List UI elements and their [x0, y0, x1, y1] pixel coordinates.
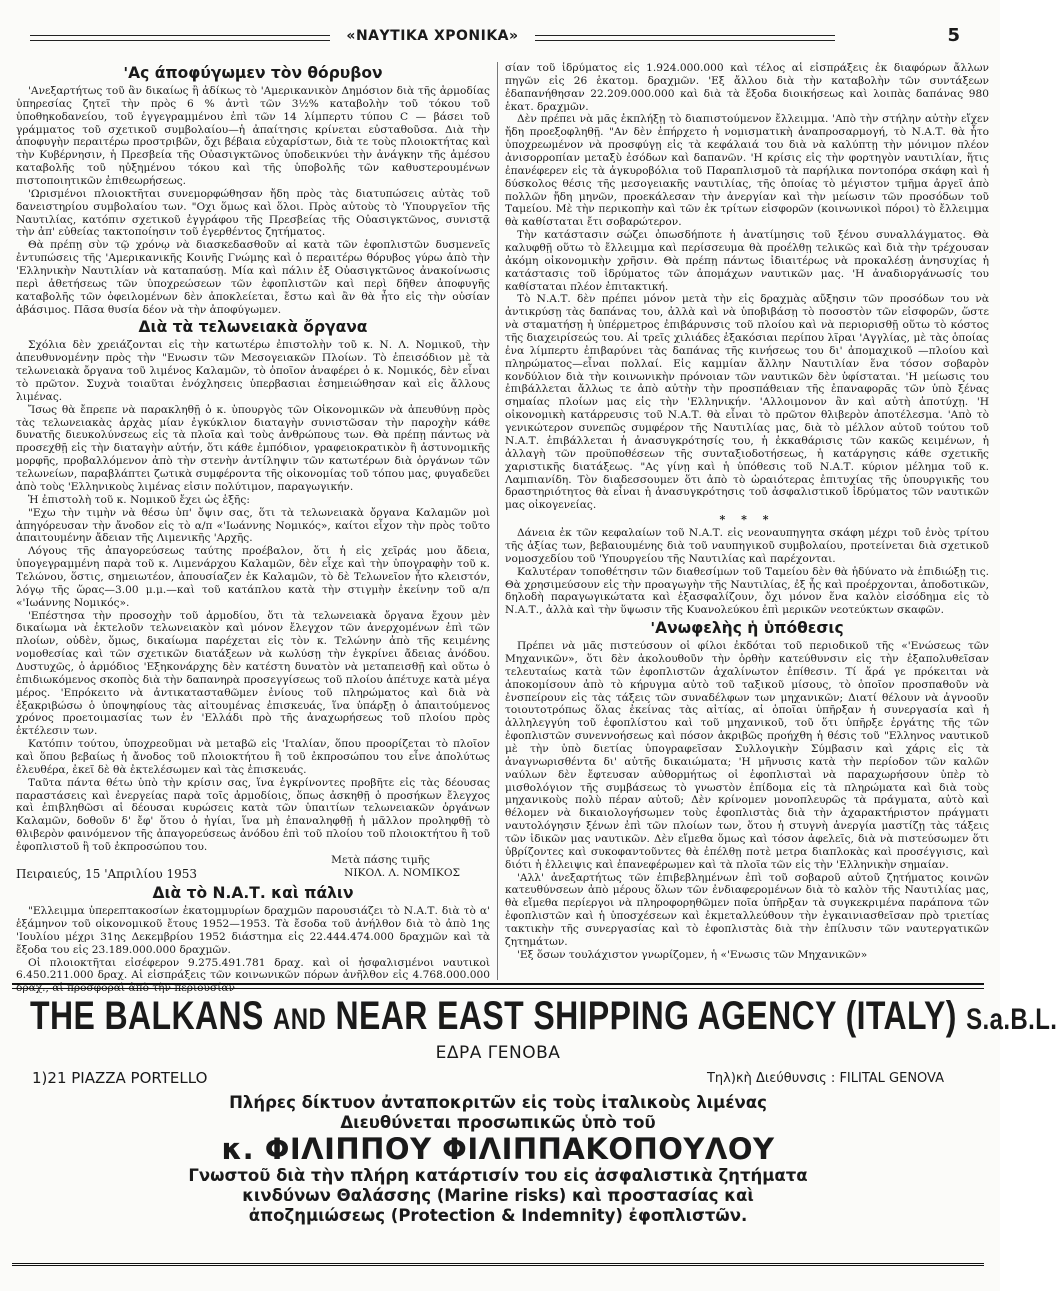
article-paragraph: "Ελλειμμα ὑπερεπτακοσίων ἑκατομμυρίων δραχμῶν παρουσιάζει τὸ Ν.Α.Τ. διὰ τὸ α' ἑξάμηνον τοῦ οἰκονομικοῦ ἔτους 1952—1953. Τὰ ἔσοδα τοῦ ἀνήλθον διὰ τὸ ἀπὸ 1ης 'Ιουλίου μέχρι 31ης Δεκεμβρίου 1952 διάστημα εἰς 22.444.474.000 δραχμῶν καὶ τὰ ἔξοδα του εἰς 23.189.000.000 δραχμῶν. — [16, 905, 490, 956]
article-paragraph: σίαν τοῦ ἱδρύματος εἰς 1.924.000.000 καὶ τέλος αἱ εἰσπράξεις ἐκ διαφόρων ἄλλων πηγῶν εἰς 26 ἑκατομ. δραχμῶν. 'Εξ ἄλλου διὰ τὴν καταβολὴν τῶν συντάξεων ἐδαπανήθησαν 22.209.000.000 καὶ διὰ τὰ ἔξοδα διοικήσεως καὶ λοιπὰς δαπάνας 980 ἑκατ. δραχμῶν. — [505, 62, 989, 113]
ad-expertise-line: κινδύνων Θαλάσσης (Marine risks) καὶ προστασίας καὶ — [242, 1186, 754, 1205]
article-paragraph: Τὴν κατάστασιν σώζει ὁπωσδήποτε ἡ ἀνατίμησις τοῦ ξένου συναλλάγματος. Θὰ καλυφθῇ οὕτω τὸ ἔλλειμμα καὶ περίσσευμα θὰ προέλθῃ τελικῶς καὶ διὰ τὴν τρέχουσαν ἀκόμη οἰκονομικὴν χρῆσιν. Θὰ πρέπῃ πάντως ἰδιαιτέρως νὰ προκαλέσῃ ἀνησυχίας ἡ κατάστασις τοῦ ἱδρύματος τῶν ἀπομάχων ναυτικῶν μας. 'Η ἀναδιοργάνωσίς του καθίσταται πλέον ἐπιτακτική. — [505, 229, 989, 293]
ad-network-line: Πλήρες δίκτυον ἀνταποκριτῶν εἰς τοὺς ἰταλικοὺς λιμένας — [229, 1093, 767, 1112]
article-heading-useless-affair: 'Ανωφελὴς ἡ ὑπόθεσις — [650, 619, 844, 638]
ad-expertise-line: ἀποζημιώσεως (Protection & Indemnity) ἐφοπλιστῶν. — [248, 1206, 748, 1225]
article-heading-nat-again: Διὰ τὸ Ν.Α.Τ. καὶ πάλιν — [152, 884, 354, 903]
ad-seat: ΕΔΡΑ ΓΕΝΟΒΑ — [435, 1043, 561, 1063]
ad-company-name — [30, 993, 1057, 1043]
section-separator-stars: * * * — [719, 513, 775, 527]
signature-closing: Μετὰ πάσης τιμῆς — [331, 853, 430, 866]
article-paragraph: Σχόλια δὲν χρειάζονται εἰς τὴν κατωτέρω ἐπιστολὴν τοῦ κ. Ν. Λ. Νομικοῦ, τὴν ἀπευθυνομένην πρὸς τὴν "Ενωσιν τῶν Μεσογειακῶν Πλοίων. Τὸ ἐπεισόδιον μὲ τὰ τελωνειακὰ ὄργανα τοῦ λιμένος Καλαμῶν, τὸ ὁποῖον ἀναφέρει ὁ κ. Νομικός, δὲν εἶναι τὸ πρῶτον. Συχνὰ τοιαῦται ἐνόχλησεις ὑπερβασιαι ἐσημειώθησαν καὶ εἰς ἄλλους λιμένας. — [16, 339, 490, 403]
article-heading-customs-officials: Διὰ τὰ τελωνειακὰ ὄργανα — [138, 318, 368, 337]
header-rule-left — [30, 35, 330, 41]
ad-title-part-a: THE BALKANS — [30, 994, 264, 1038]
article-paragraph: 'Εξ ὅσων τουλάχιστον γνωρίζομεν, ἡ «'Ενωσις τῶν Μηχανικῶν» — [517, 948, 868, 961]
letter-paragraph: 'Επέστησα τὴν προσοχὴν τοῦ ἁρμοδίου, ὅτι τὰ τελωνειακὰ ὄργανα ἔχουν μὲν δικαίωμα νὰ ἐκτελοῦν τελωνειακὸν καὶ μόνον ἔλεγχον τῶν ἀνερχομένων ἐπὶ τῶν πλοίων, οὐδὲν, ὅμως, δικαίωμα παρέχεται εἰς τὸν κ. Τελώνην ἀπὸ τῆς κειμένης νομοθεσίας καὶ τῶν σχετικῶν διατάξεων νὰ κωλύσῃ τὴν ἐγκρίνει ἄδειας ἀνόδου. Δυστυχῶς, ὁ ἁρμόδιος 'Εξηκονάρχης δὲν κατέστη δυνατὸν νὰ μεταπεισθῇ καὶ οὕτω ὁ ἐπιδιωκόμενος σκοπὸς διὰ τὴν δαπανηρὰ προσεγγίσεως τοῦ πλοίου ἀπέτυχε κατὰ μέγα μέρος. 'Επρόκειτο νὰ ἀντικατασταθῶμεν ἐνίους τοῦ πληρώματος καὶ διὰ νὰ ἐξακριβώσω ὁ ὑποψηφίους τὰς αἰτουμένας ἐπισκευάς, ἵνα ὑπάρξῃ ὁ ἀπαιτούμενος χρόνος προετοιμασίας των ἐν 'Ελλάδι πρὸ τῆς ἀναχωρήσεως τοῦ πλοίου πρὸς ἐκτέλεσιν των. — [16, 609, 490, 738]
article-paragraph: Καλυτέραν τοποθέτησιν τῶν διαθεσίμων τοῦ Ταμείου δὲν θὰ ἠδύνατο νὰ ἐπιδιώξῃ τις. Θὰ χρησιμεύσουν εἰς τὴν προαγωγὴν τῆς Ναυτιλίας, ἐξ ἧς καὶ προέρχονται, ἀποδοτικῶν, δηλοδὴ παραγωγικώτατα καὶ ἐξασφαλίζουν, ὄχι μόνον ἕνα καλὸν εἰσόδημα εἰς τὸ Ν.Α.Τ., ἀλλὰ καὶ τὴν ὕψωσιν τῆς Κυανολεύκου ἐπὶ μερικῶν νεοτεύκτων σκαφῶν. — [505, 565, 989, 617]
article-paragraph: Πρέπει νὰ μᾶς πιστεύσουν οἱ φίλοι ἐκδόται τοῦ περιοδικοῦ τῆς «'Ενώσεως τῶν Μηχανικῶν», ὅτι δὲν ἀκολουθοῦν τὴν ὀρθὴν κατεύθυνσιν εἰς τὴν ἐξαπολυθεῖσαν τελευταίως κατὰ τῶν ἐφοπλιστῶν ἀχαλίνωτον ἐπίθεσιν. Τί ἄρά γε πρόκειται νὰ ἀποκομίσουν ἀπὸ τὸ κήρυγμα αὐτὸ τοῦ ταξικοῦ μίσους, τὸ ὁποῖον προσπαθοῦν νὰ ἐνσπείρουν εἰς τὰς τάξεις τῶν συναδέλφων των μηχανικῶν; Διατί θέλουν νὰ ἀγνοοῦν τοιουτοτρόπως ὅλας ἐκείνας τὰς αἰτίας, αἱ ὁποῖαι ὑπῆρξαν ἡ συνεργασία καὶ ἡ ἀλληλεγγύη τοῦ ἐφοπλίστου καὶ τοῦ μηχανικοῦ, τοῦ ὅτι ὑπῆρξε ἐργάτης τῆς τῶν ἐφοπλιστῶν συνεννοήσεως καὶ πόσον ἀκριβῶς προήχθη ἡ θέσις τοῦ "Ελληνος ναυτικοῦ μὲ τὴν ὑπὸ διετίας ὑπογραφεῖσαν Συλλογικὴν Σύμβασιν καὶ χάρις εἰς τὰ ἀναγνωρισθέντα δι' αὐτῆς δικαιώματα; 'Η μῆνυσις κατὰ τὴν περίοδον τῶν καλῶν ναύλων δὲν ἔφτευσαν αὐθορμήτως οἱ ἐφοπλισταὶ νὰ παραχωρήσουν ὑπὲρ τὸ μισθολόγιον τῆς συμβάσεως τὸ γνωστὸν ἐπίδομα εἰς τὰ πληρώματα καὶ διὰ τοὺς μηχανικοὺς πολὺ πέραν αὐτοῦ; Δὲν κρίνομεν μονοπλευρῶς τὰ πράγματα, αὐτὸ καὶ θέλομεν νὰ δικαιολογήσωμεν τοὺς ἐφοπλιστὰς διὰ τὴν ἀχαρακτήριστον πράγματι ναυτολόγησιν ξένων ἐπὶ τῶν πλοίων των, ὅτου ἡ στυγνὴ ἀνεργία μαστίζῃ τὰς τάξεις τῶν ἰδικῶν μας ναυτικῶν. Δὲν εἴμεθα ὅμως καὶ τόσον ἀφελεῖς, διὰ νὰ πιστεύσωμεν ὅτι ὑβρίζοντες καὶ συκοφαντοῦντες θὰ ἐπέλθῃ ποτὲ μετρα διαπλοκὰς καὶ προσέγγισις, καὶ διότι ἡ ἐλλειψις καὶ ἐπανεφέρωμεν καὶ τὰ πλοῖα τῶν εἰς τὴν 'Ελληνικὴν σημαίαν. — [505, 640, 989, 871]
ad-director-name: κ. ΦΙΛΙΠΠΟΥ ΦΙΛΙΠΠΑΚΟΠΟΥΛΟΥ — [221, 1132, 775, 1166]
signature-date: Πειραιεύς, 15 'Απριλίου 1953 — [16, 867, 197, 882]
left-column — [16, 62, 490, 995]
article-paragraph: Οἱ πλοιοκτῆται εἰσέφερον 9.275.491.781 δραχ. καὶ οἱ ἠσφαλισμένοι ναυτικοὶ 6.450.211.000 δραχ. Αἱ εἰσπράξεις τῶν κοινωνικῶν πόρων ἀνῆλθον εἰς 4.768.000.000 δραχ., αἱ προσφοραὶ ἀπὸ τὴν περιουσίαν — [16, 956, 490, 995]
ad-directed-by-line: Διευθύνεται προσωπικῶς ὑπὸ τοῦ — [340, 1113, 656, 1132]
article-paragraph: 'Ανεξαρτήτως τοῦ ἂν δικαίως ἢ ἀδίκως τὸ 'Αμερικανικὸν Δημόσιον διὰ τῆς ἁρμοδίας ὑπηρεσίας ζητεῖ τὴν πρὸς 6 % ἀντὶ τῶν 3½% καταβολὴν τοῦ τόκου τοῦ ὑποθηκοδανείου, τοῦ ἐγγεγραμμένου ἐπὶ τῶν 14 λίμπερτυ τύπου C — βάσει τοῦ γράμματος τοῦ σχετικοῦ συμβολαίου—ἡ ἀπαίτησις κρίνεται εὐσταθοῦσα. Διὰ τὴν ἀποφυγὴν περαιτέρω προστριβῶν, ὄχι βέβαια εὐχαρίστων, διὰ τε τοὺς πλοιοκτήτας καὶ τὴν Κυβέρνησιν, ἡ Πρεσβεία τῆς Οὐασιγκτῶνος ὑποδεικνύει τὴν ἀνάγκην τῆς ἀμέσου καταβολῆς τοῦ ηὐξημένου τόκου καὶ τῆς ὑποβολῆς τῶν καθυστερουμένων πιστοποιητικῶν ἐπιθεωρήσεως. — [16, 85, 490, 188]
ad-address: 1)21 PIAZZA PORTELLO — [32, 1069, 208, 1087]
article-paragraph: Τὸ Ν.Α.Τ. δὲν πρέπει μόνον μετὰ τὴν εἰς δραχμὰς αὔξησιν τῶν προσόδων του νὰ ἀντικρύσῃ τὰς δαπάνας του, ἀλλὰ καὶ νὰ ὑποβιβάσῃ τὸ ποσοστὸν τῶν εἰσφορῶν, ὥστε νὰ σταματήσῃ ἡ ὑπέρμετρος ἐπιβάρυνσις τοῦ πλοίου καὶ νὰ περιορισθῇ οὕτω τὸ κόστος τῆς διαχειρίσεώς του. Αἱ τρεῖς χιλιάδες ἑξακόσιαι περίπου λῖραι 'Αγγλίας, μὲ τὰς ὁποίας ἐνα λίμπερτυ ἐπιβαρύνει τὰς δαπάνας τῆς κινήσεως του δι' ἀπομαχικοῦ —πλοίου καὶ πληρώματος—εἶναι πολλαί. Εἰς καμμίαν ἄλλην Ναυτιλίαν ἕνα τόσον σοβαρὸν κονδύλιον διὰ τὴν κοινωνικὴν πρόνοιαν τῶν ναυτικῶν δὲν ὑφίσταται. 'Η μείωσις του ἐπιβάλλεται ἄλλως τε ἀπὸ αὐτὴν τὴν προσπάθειαν τῆς ἐπαναφορᾶς τῶν ὑπὸ ξένας σημαίας πλοίων μας εἰς τὴν 'Ελληνικήν. 'Αλλοιμονον ἂν καὶ αὐτὴ ἀποτύχῃ. 'Η οἰκονομικὴ κατάρρευσις τοῦ Ν.Α.Τ. θὰ εἶναι τὸ πρῶτον θλιβερὸν ἀποτέλεσμα. 'Απὸ τὸ γενικώτερον συνεπῶς συμφέρον τῆς Ναυτιλίας μας, διὰ τὸ μέλλον αὐτοῦ τούτου τοῦ Ν.Α.Τ. ἐπιβάλλεται ἡ ἀνασυγκρότησίς του, ἡ ἐκκαθάρισις τῶν κακῶς κειμένων, ἡ ἀλλαγὴ τῶν προϋποθέσεων τῆς συνταξιοδοτήσεως, ἡ κατάργησις κάθε σχετικῆς χαριστικῆς διατάξεως. "Ας γίνῃ καὶ ἡ ὑπόθεσις τοῦ Ν.Α.Τ. κύριον μέλημα τοῦ κ. Λαμπιανίδη. Τὸν διαδεσσουμεν ὅτι ἀπὸ τὸ ὡραιότερας ἐπιτυχίας τῆς ὑπουργικῆς του δραστηριότητος θὰ εἶναι ἡ ἀνασυγκρότησις τοῦ ἀσφαλιστικοῦ ἱδρύματος τῶν ναυτικῶν μας οἰκογενείας. — [505, 293, 989, 512]
article-paragraph: 'Αλλ' ἀνεξαρτήτως τῶν ἐπιβεβλημένων ἐπὶ τοῦ σοβαροῦ αὐτοῦ ζητήματος κοινῶν κατευθύνσεων ἀπὸ μέρους ὅλων τῶν ἐνδιαφερομένων διὰ τὸ καλὸν τῆς Ναυτιλίας μας, θὰ εἴμεθα περίεργοι νὰ πληροφορηθῶμεν ποῖα ὑπῆρξαν τὰ συγκεκριμένα παράπονα τῶν ἐφοπλιστῶν καὶ ἡ ὑποσχέσεων καὶ ἐκμεταλλεύθουν τὴν ἐγκαινιασθεῖσαν πρὸ τριετίας τακτικὴν τῆς συνεργασίας καὶ τὸ ἐφοπλιστὰς διὰ τὴν ἐπίλυσιν τῶν ναυτεργατικῶν ζητημάτων. — [505, 871, 989, 948]
ad-telegraph-address: Τηλ)κὴ Διεύθυνσις : FILITAL GENOVA — [706, 1071, 944, 1086]
ad-top-rule — [12, 988, 984, 989]
ad-expertise-line: Γνωστοῦ διὰ τὴν πλήρη κατάρτισίν του εἰς ἀσφαλιστικὰ ζητήματα — [188, 1166, 808, 1185]
ad-contact-line — [12, 1065, 984, 1091]
letter-paragraph: "Εχω τὴν τιμὴν νὰ θέσω ὑπ' ὄψιν σας, ὅτι τὰ τελωνειακὰ ὄργανα Καλαμῶν μοὶ ἀπηγόρευσαν τὴν ἄνοδον εἰς τὸ α/π «'Ιωάννης Νομικός», καίτοι εἶχον τὴν πρὸς τοῦτο ἀπαιτουμένην ἄδειαν τῆς Λιμενικῆς 'Αρχῆς. — [16, 506, 490, 545]
ad-title-part-b: NEAR EAST SHIPPING AGENCY (ITALY) — [335, 994, 957, 1038]
article-paragraph: Δὲν πρέπει νὰ μᾶς ἐκπλήξῃ τὸ διαπιστούμενον ἔλλειμμα. 'Απὸ τὴν στήλην αὐτὴν εἴχεν ἤδη προεξοφληθῇ. "Αν δὲν ἐπήρχετο ἡ νομισματικὴ ἀναπροσαρμογή, τὸ Ν.Α.Τ. θὰ ἦτο ὑποχρεωμένον νὰ προσφύγῃ εἰς τὰ κεφάλαιά του διὰ νὰ καλύπτῃ τὴν μόνιμον πλέον ἀνισορροπίαν μεταξὺ ἐσόδων καὶ δαπανῶν. 'Η κρίσις εἰς τὴν φορτηγὸν ναυτιλίαν, ἥτις ἐπανέφερεν εἰς τὰ ἀγκυροβόλια τοῦ Παραπλισμοῦ τὰ παρήλικα ποντοπόρα σκάφη καὶ ἡ δύσκολος θέσις τῆς μεσογειακῆς ναυτιλίας, τῆς ὁποίας τὸ μέγιστον τμῆμα ἀργεῖ ἀπὸ πολλῶν ἤδη μηνῶν, προεκάλεσαν τὴν ἀνεργίαν καὶ τὴν μείωσιν τῶν προσόδων τοῦ Ταμείου. Μὲ τὴν περικοπὴν καὶ τῶν ἐκ τρίτων εἰσφορῶν (κοινωνικοὶ πόροι) τὸ ἔλλειμμα θὰ καθίσταται ἔτι σοβαρώτερον. — [505, 113, 989, 229]
right-column — [505, 62, 989, 982]
header-rule-right — [535, 35, 835, 41]
column-divider — [497, 62, 498, 980]
article-paragraph: Δάνεια ἐκ τῶν κεφαλαίων τοῦ Ν.Α.Τ. εἰς νεοναυπηγητα σκάφη μέχρι τοῦ ἑνὸς τρίτου τῆς ἀξίας των, βεβαιουμένης διὰ τοῦ ναυπηγικοῦ συμβολαίου, προτείνεται διὰ σχετικοῦ νομοσχεδίου τοῦ 'Υπουργείου τῆς Ναυτιλίας καὶ παρέχονται. — [505, 527, 989, 565]
ad-title-and: AND — [273, 1003, 327, 1036]
letter-paragraph: Λόγους τῆς ἀπαγορεύσεως ταύτης προέβαλον, ὅτι ἡ εἰς χεῖράς μου ἄδεια, ὑπογεγραμμένη παρὰ τοῦ κ. Λιμενάρχου Καλαμῶν, δὲν εἶχε καὶ τὴν ὑπογραφὴν τοῦ κ. Τελώνου, ὅστις, σημειωτέον, ἀπουσίαζεν ἐκ Καλαμῶν, τὸ δὲ Τελωνεῖον ἦτο κλειστόν, λόγῳ τῆς ὥρας—3.00 μ.μ.—καὶ τοῦ κατάπλου κατὰ τὴν στιγμὴν ἐκείνην τοῦ α/π «'Ιωάννης Νομικός». — [16, 545, 490, 609]
page-number: 5 — [947, 25, 960, 46]
article-paragraph: Ἡ ἐπιστολὴ τοῦ κ. Νομικοῦ ἔχει ὡς ἑξῆς: — [28, 493, 250, 506]
letter-paragraph: Ταῦτα πάντα θέτω ὑπὸ τὴν κρίσιν σας, ἵνα ἐγκρίνοντες προβῆτε εἰς τὰς δέουσας παραστάσεις καὶ ἐνεργείας παρὰ τοῖς ἁρμοδίοις, ὅπως ἀσκηθῇ ὁ προσήκων ἔλεγχος καὶ ἐπιβληθῶσι αἱ δέουσαι κυρώσεις κατὰ τῶν ὑπαιτίων τελωνειακῶν ὀργάνων Καλαμῶν, δοθοῦν δ' ἔφ' ὅτου ὁ ἠγίαι, ἵνα μὴ ἐπαναληφθῇ ἡ μᾶλλον προληφθῇ τὸ θλιβερὸν φαινόμενον τῆς ἀπαγορεύσεως ἀνόδου ἐπὶ τοῦ πλοίου τοῦ πλοιοκτήτου ἢ τοῦ ἐφοπλιστοῦ ἢ τοῦ ἐκπροσώπου του. — [16, 776, 490, 853]
article-paragraph: Θὰ πρέπῃ σὺν τῷ χρόνῳ νὰ διασκεδασθοῦν αἱ κατὰ τῶν ἐφοπλιστῶν δυσμενεῖς ἐντυπώσεις τῆς 'Αμερικανικῆς Κοινῆς Γνώμης καὶ ὁ περαιτέρω θόρυβος γύρω ἀπὸ τὴν 'Ελληνικὴν Ναυτιλίαν νὰ καταπαύσῃ. Μία καὶ πάλιν ἐξ Οὐασιγκτῶνος ἀνακοίνωσις περὶ ἀθετήσεως τῶν ὑποχρεώσεων τῶν ἐφοπλιστῶν καὶ περὶ δῆθεν ἀποφυγῆς καταβολῆς τῶν ὀφειλομένων δὲν ἀποκλείεται, ἔστω καὶ ἂν θὰ ἦτο εἰς τὴν οὐσίαν ἀβάσιμος. Πᾶσα θυσία δέον νὰ τὴν ἀποφύγωμεν. — [16, 239, 490, 316]
letter-signature — [16, 854, 490, 882]
ad-title-suffix: S.a.B.L. — [966, 1003, 1057, 1036]
article-heading-avoid-noise: 'Ας άποφύγωμεν τὸν θόρυβον — [123, 64, 383, 82]
shipping-agency-advertisement — [12, 983, 1057, 1266]
article-paragraph: Ἴσως θὰ ἔπρεπε νὰ παρακληθῇ ὁ κ. ὑπουργὸς τῶν Οἰκονομικῶν νὰ ἀπευθύνῃ πρὸς τὰς τελωνειακὰς ἀρχὰς μίαν ἐγκύκλιον διαταγὴν συνιστῶσαν τὴν παροχὴν κάθε δυνατῆς διευκολύνσεως εἰς τὰ πλοῖα καὶ τοὺς ἀνθρώπους των. Θὰ πρέπῃ πάντως νὰ προσεχθῇ εἰς τὴν διαταγὴν αὐτήν, ὅτι κάθε ἐμπόδιον, γραφειοκρατικὸν ἢ ἀστυνομικῆς μορφῆς, προβαλλόμενον ἀπὸ τὴν στενὴν ἀντίληψιν τῶν κατωτέρων διὰ ὀργάνων τῶν τελωνείων, παραβλάπτει ζωτικὰ συμφέροντα τῆς οἰκονομίας τοῦ τόπου μας, φυγαδεῦει ἀπὸ τοὺς 'Ελληνικοὺς λιμένας εἰσιν πολύτιμον, παραγωγικήν. — [16, 403, 490, 493]
article-paragraph: 'Ωρισμένοι πλοιοκτῆται συνεμορφώθησαν ἤδη πρὸς τὰς διατυπώσεις αὐτὰς τοῦ δανειστηρίου συμβολαίου των. "Οχι ὅμως καὶ ὅλοι. Πρὸς αὐτοὺς τὸ 'Υπουργεῖον τῆς Ναυτιλίας, κατόπιν σχετικοῦ ἐγγράφου τῆς Πρεσβείας τῆς Οὐασιγκτῶνος, συνιστᾷ τὴν ἀπ' εὐθείας τακτοποίησιν τοῦ ἐγερθέντος ζητήματος. — [16, 187, 490, 239]
letter-paragraph: Κατόπιν τούτου, ὑποχρεοῦμαι νὰ μεταβῶ εἰς 'Ιταλίαν, ὅπου προορίζεται τὸ πλοῖον καὶ ὅπου βεβαίως ἡ ἄνοδος τοῦ πλοιοκτήτου ἢ τοῦ ἐκπροσώπου του εἶνε ἀπολύτως ἐλευθέρα, ἐκεῖ δὲ θὰ ἐκτελέσωμεν καὶ τὰς ἐπισκευάς. — [16, 738, 490, 776]
page-header — [30, 25, 960, 50]
signature-name: ΝΙΚΟΛ. Λ. ΝΟΜΙΚΟΣ — [344, 867, 460, 880]
publication-title: «ΝΑΥΤΙΚΑ ΧΡΟΝΙΚΑ» — [346, 28, 519, 44]
